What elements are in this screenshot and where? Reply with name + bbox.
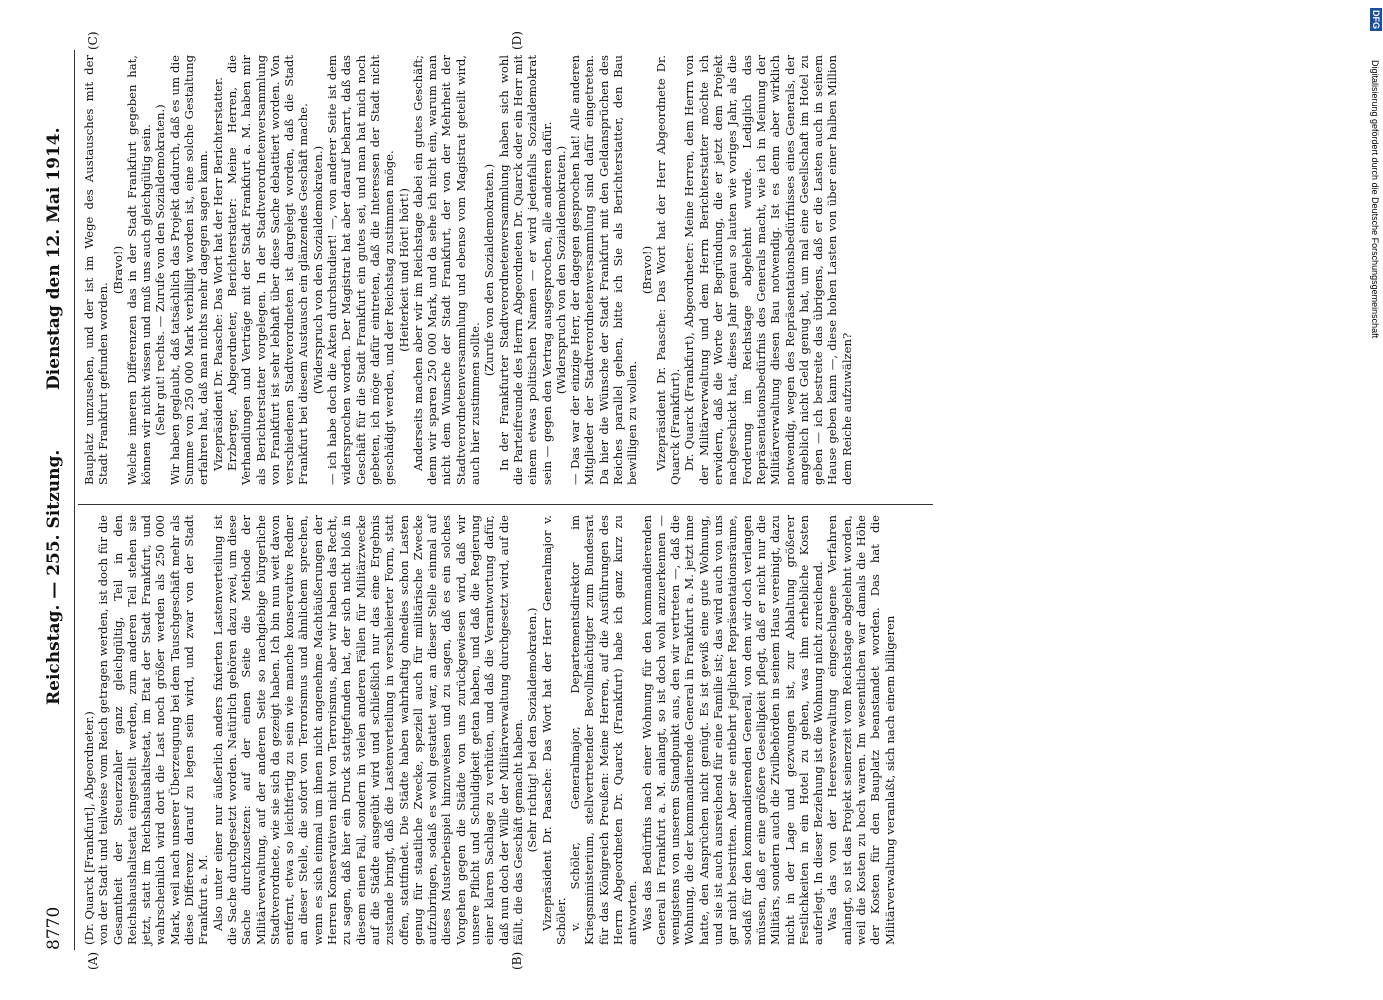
left-column-paragraph: (Sehr richtig! bei den Sozialdemokraten.): [525, 607, 540, 853]
right-column-paragraph: (Bravo!): [110, 245, 125, 295]
right-column-paragraph: Vizepräsident Dr. Paasche: Das Wort hat der Herr Berichterstatter.: [210, 77, 225, 471]
dfg-logo: DFG: [1371, 10, 1381, 29]
left-column-paragraph: v. Schöler, Generalmajor, Departementsdirektor im Kriegsministerium, stellvertretender Bevollmächtigter zum Bundesrat für das Königreich Preußen: Meine Herren, auf die Ausführungen des Herrn Abgeordneten Dr. Quarck (Frankfurt) habe ich ganz kurz zu antworten.: [568, 515, 640, 945]
left-column-paragraph: von der Stadt und teilweise vom Reich getragen werden, ist doch für die Gesamtheit der Steuerzahler ganz gleichgültig, Teil in den Reichshaushaltsetat eingestellt werden, zum anderen Teil stehen sie jetzt, statt im Reichshaushaltsetat, im Etat der Stadt Frankfurt, und wahrscheinlich wird dort die Last noch größer werden als 250 000 Mark, weil nach unserer Überzeugung bei dem Tauschgeschäft mehr als diese Differenz darauf zu legen sein wird, und zwar von der Stadt Frankfurt a. M.: [96, 515, 211, 945]
left-column-paragraph: (Dr. Quarck [Frankfurt], Abgeordneter.): [82, 711, 96, 945]
right-column-paragraph: Erzberger, Abgeordneter, Berichterstatter: Meine Herren, die Verhandlungen und Verträge mit der Stadt Frankfurt a. M. haben mir als Berichterstatter vorgelegen. In der Stadtverordnetenversammlung von Frankfurt ist sehr lebhaft über diese Sache debattiert worden. Von verschiedenen Stadtverordneten ist dargelegt worden, daß die Stadt Frankfurt bei diesem Austausch ein glänzendes Geschäft mache.: [224, 55, 311, 485]
right-column-paragraph: Wir haben geglaubt, daß tatsächlich das Projekt dadurch, daß es um die Summe von 250 000 Mark verbilligt worden ist, eine solche Gestaltung erfahren hat, daß man nichts mehr dagegen sagen kann.: [167, 55, 211, 485]
page-number: 8770: [44, 906, 64, 950]
margin-marker-a: (A): [86, 951, 100, 970]
right-column-paragraph: (Widerspruch von den Sozialdemokraten.): [553, 145, 568, 395]
right-column-paragraph: — Das war der einzige Herr, der dagegen gesprochen hat! Alle anderen Mitglieder der Stadtverordnetenversammlung sind dafür eingetreten. Da hier die Wünsche der Stadt Frankfurt mit den Geldansprüchen des Reiches parallel gehen, bitte ich Sie als Berichterstatter, den Bau bewilligen zu wollen.: [568, 55, 640, 485]
right-column-paragraph: Vizepräsident Dr. Paasche: Das Wort hat der Herr Abgeordnete Dr. Quarck (Frankfurt).: [653, 55, 683, 485]
session-date: Dienstag den 12. Mai 1914.: [44, 127, 64, 390]
right-column-paragraph: Dr. Quarck (Frankfurt), Abgeordneter: Meine Herren, dem Herrn von der Militärverwaltung und dem Herrn Berichterstatter möchte ich erwidern, daß die Worte der Begründung, die er jetzt dem Projekt nachgeschickt hat, dieses Jahr genau so lauten wie voriges Jahr, als die Forderung im Reichstage abgelehnt wurde. Lediglich das Repräsentationsbedürfnis des Generals macht, wie ich in Meinung der Militärverwaltung diesen Bau notwendig. Ist es denn aber wirklich notwendig, wegen des Repräsentationsbedürfnisses eines Generals, der angeblich nicht Geld genug hat, um mal eine Gesellschaft im Hotel zu geben — ich bestreite das übrigens, daß er die Lasten auch in seinem Hause geben kann —, diese hohen Lasten von über einer halben Million dem Reiche aufzuwälzen?: [682, 55, 854, 485]
left-column-paragraph: Also unter einer nur äußerlich anders fixierten Lastenverteilung ist die Sache durchgesetzt worden. Natürlich gehören dazu zwei, um diese Sache durchzusetzen: auf der einen Seite die Methode der Militärverwaltung, auf der anderen Seite so nachgiebige bürgerliche Stadtverordnete, wie sie sich da gezeigt haben. Ich bin nun weit davon entfernt, etwa so leichtfertig zu sein wie manche konservative Redner an dieser Stelle, die sofort von Terrorismus und ähnlichem sprechen, wenn es sich einmal um ihnen nicht angenehme Machtäußerungen der Herren Konservativen nicht von Terrorismus, aber wir haben das Recht, zu sagen, daß hier ein Druck stattgefunden hat, der sich nicht bloß in diesem einen Fall, sondern in vielen anderen Fällen für Militärzwecke auf die Städte ausgeübt wird und schließlich nur das eine Ergebnis zustande bringt, daß die Lastenverteilung in verschleierter Form, statt offen, stattfindet. Die Städte haben wahrhaftig ohnedies schon Lasten genug für staatliche Zwecke, speziell auch für militärische Zwecke aufzubringen, sodaß es wohl gestattet war, an dieser Stelle einmal auf dieses Musterbeispiel hinzuweisen und zu sagen, daß es ein solches Vorgehen gegen die Städte von uns zurückgewiesen wird, daß wir unsere Pflicht und Schuldigkeit getan haben, und daß die Regierung einer klaren Sachlage zu verhüten, und daß die Verantwortung dafür, daß nun doch der Wille der Militärverwaltung durchgesetzt wird, auf die fällt, die das Geschäft gemacht haben.: [210, 515, 525, 945]
left-column-paragraph: Was das von der Heeresverwaltung eingeschlagene Verfahren anlangt, so ist das Projekt seinerzeit vom Reichstage abgelehnt worden, weil die Kosten zu hoch waren. Im wesentlichen war damals die Höhe der Kosten für den Bauplatz beanstandet worden. Das hat die Militärverwaltung veranlaßt, sich nach einem billigeren: [825, 515, 897, 945]
margin-marker-b: (B): [510, 951, 524, 970]
digitization-credit: Digitalisierung gefördert durch die Deutsche Forschungsgemeinschaft: [1370, 60, 1380, 339]
left-column-paragraph: Was das Bedürfnis nach einer Wohnung für den kommandierenden General in Frankfurt a. M. anlangt, so ist doch wohl anzuerkennen — wenigstens von unserem Standpunkt aus, den wir vertreten —, daß die Wohnung, die der kommandierende General in Frankfurt a. M. jetzt inne hatte, den Ansprüchen nicht genügt. Es ist gewiß eine gute Wohnung, und sie ist auch ausreichend für eine Familie ist; das wird auch von uns gar nicht bestritten. Aber sie entbehrt jeglicher Repräsentationsräume, sodaß für den kommandierenden General, von dem wir doch verlangen müssen, daß er eine größere Geselligkeit pflegt, daß er nicht nur die Militärs, sondern auch die Zivilbehörden in seinem Haus vereinigt, dazu nicht in der Lage und gezwungen ist, zur Abhaltung größerer Festlichkeiten in ein Hotel zu gehen, was ihm erhebliche Kosten auferlegt. In dieser Beziehung ist die Wohnung nicht zureichend.: [639, 515, 826, 945]
right-column-paragraph: — ich habe doch die Akten durchstudiert! —, von anderer Seite ist dem widersprochen worden. Der Magistrat hat aber darauf beharrt, daß das Geschäft für die Stadt Frankfurt ein gutes sei, und man hat mich noch gebeten, ich möge dafür eintreten, daß die Interessen der Stadt nicht geschädigt werden, und der Reichstag zustimmen möge.: [325, 55, 397, 485]
section-title: Reichstag. — 255. Sitzung.: [44, 449, 64, 705]
right-column-paragraph: Bauplatz umzusehen, und der ist im Wege des Austausches mit der Stadt Frankfurt gefunden worden.: [82, 55, 111, 485]
header-rule: [74, 50, 75, 950]
margin-marker-c: (C): [86, 31, 100, 50]
right-column-paragraph: (Bravo!): [639, 245, 654, 295]
right-column-paragraph: (Zurufe von den Sozialdemokraten.): [482, 163, 497, 377]
right-column: [82, 55, 854, 485]
column-divider: [78, 504, 933, 505]
page-header: [40, 50, 72, 950]
margin-marker-d: (D): [510, 31, 524, 50]
right-column-paragraph: (Heiterkeit und Hört! hört!): [396, 188, 411, 352]
right-column-paragraph: (Widerspruch von den Sozialdemokraten.): [310, 145, 325, 395]
right-column-paragraph: In der Frankfurter Stadtverordnetenversammlung haben sich wohl die Parteifreunde des Herrn Abgeordneten Dr. Quarck oder ein Herr mit einem etwas politischen Namen — er wird jedenfalls Sozialdemokrat sein — gegen den Vertrag ausgesprochen, alle anderen dafür.: [496, 55, 554, 485]
left-column-paragraph: Vizepräsident Dr. Paasche: Das Wort hat der Herr Generalmajor v. Schöler.: [539, 515, 568, 945]
right-column-paragraph: Anderseits machen aber wir im Reichstage dabei ein gutes Geschäft; denn wir sparen 250 000 Mark, und da sehe ich nicht ein, warum man nicht dem Wunsche der Stadt Frankfurt, der von der Mehrheit der Stadtverordnetenversammlung und ebenso vom Magistrat geteilt wird, auch hier zustimmen sollte.: [410, 55, 483, 485]
right-column-paragraph: Welche inneren Differenzen das in der Stadt Frankfurt gegeben hat, können wir nicht wissen und muß uns auch gleichgültig sein.: [124, 55, 154, 485]
left-column: [82, 515, 897, 945]
right-column-paragraph: (Sehr gut! rechts. — Zurufe von den Sozialdemokraten.): [153, 104, 168, 436]
